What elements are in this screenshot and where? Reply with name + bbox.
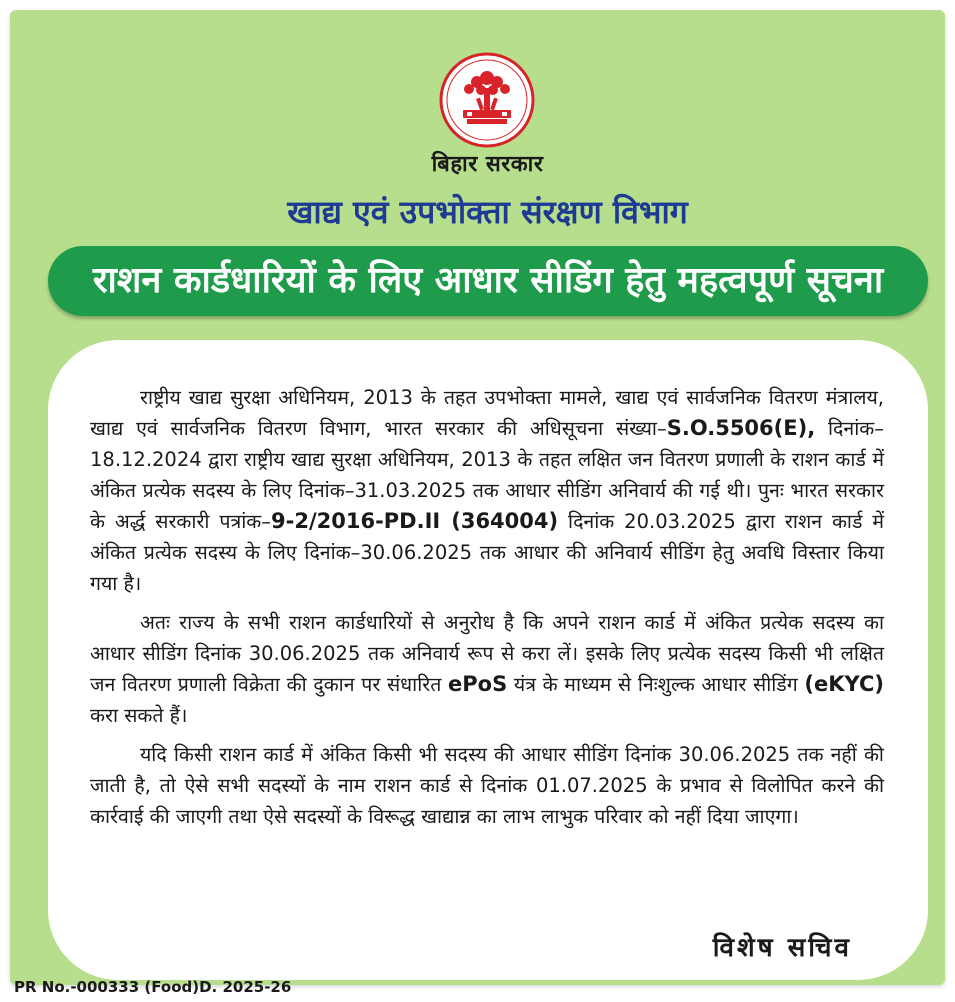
notice-poster <box>10 10 945 985</box>
headline-banner: राशन कार्डधारियों के लिए आधार सीडिंग हेतु महत्वपूर्ण सूचना <box>48 246 928 316</box>
notice-paragraph-1: राष्ट्रीय खाद्य सुरक्षा अधिनियम, 2013 के तहत उपभोक्ता मामले, खाद्य एवं सार्वजनिक वितरण मंत्रालय, खाद्य एवं सार्वजनिक वितरण विभाग, भारत सरकार की अधिसूचना संख्या–S.O.5506(E), दिनांक–18.12.2024 द्वारा राष्ट्रीय खाद्य सुरक्षा अधिनियम, 2013 के तहत लक्षित जन वितरण प्रणाली के राशन कार्ड में अंकित प्रत्येक सदस्य के लिए दिनांक–31.03.2025 तक आधार सीडिंग अनिवार्य की गई थी। पुनः भारत सरकार के अर्द्ध सरकारी पत्रांक–9-2/2016-PD.II (364004) दिनांक 20.03.2025 द्वारा राशन कार्ड में अंकित प्रत्येक सदस्य के लिए दिनांक–30.06.2025 तक आधार की अनिवार्य सीडिंग हेतु अवधि विस्तार किया गया है। <box>90 386 884 595</box>
pr-number: PR No.-000333 (Food)D. 2025-26 <box>14 978 292 996</box>
signature-designation: विशेष सचिव <box>712 933 852 963</box>
notice-body <box>48 340 928 980</box>
bihar-emblem-icon <box>439 52 535 148</box>
department-name: खाद्य एवं उपभोक्ता संरक्षण विभाग <box>287 193 688 231</box>
notice-paragraph-2: अतः राज्य के सभी राशन कार्डधारियों से अनुरोध है कि अपने राशन कार्ड में अंकित प्रत्येक सदस्य का आधार सीडिंग दिनांक 30.06.2025 तक अनिवार्य रूप से करा लें। इसके लिए प्रत्येक सदस्य किसी भी लक्षित जन वितरण प्रणाली विक्रेता की दुकान पर संधारित ePoS यंत्र के माध्यम से निःशुल्क आधार सीडिंग (eKYC) करा सकते हैं। <box>90 611 884 727</box>
notice-paragraph-3: यदि किसी राशन कार्ड में अंकित किसी भी सदस्य की आधार सीडिंग दिनांक 30.06.2025 तक नहीं की जाती है, तो ऐसे सभी सदस्यों के नाम राशन कार्ड से दिनांक 01.07.2025 के प्रभाव से विलोपित करने की कार्रवाई की जाएगी तथा ऐसे सदस्यों के विरूद्ध खाद्यान्न का लाभ लाभुक परिवार को नहीं दिया जाएगा। <box>90 743 884 828</box>
government-name: बिहार सरकार <box>431 152 544 177</box>
